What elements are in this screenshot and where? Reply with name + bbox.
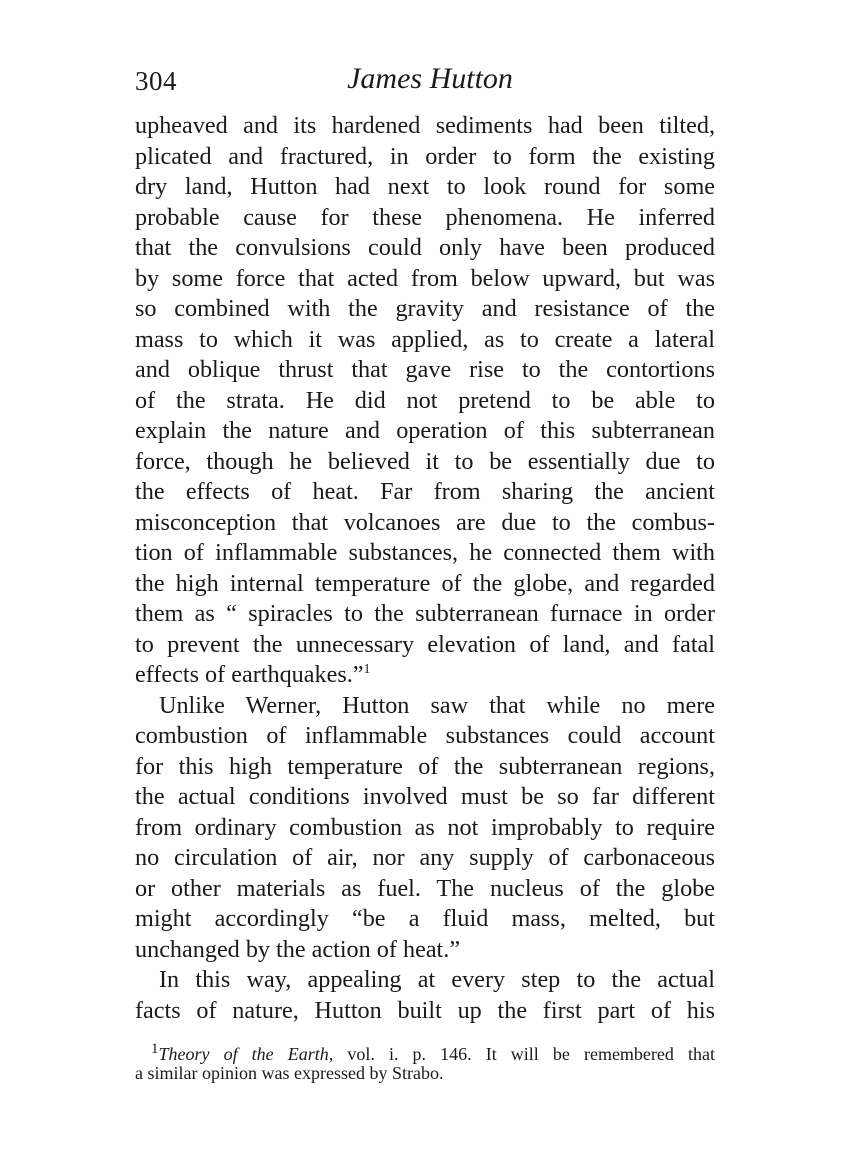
text-line: might accordingly “be a fluid mass, melted, but — [135, 905, 715, 932]
text-line: force, though he believed it to be essentially due to — [135, 447, 715, 475]
text-line: effects of earthquakes.” — [135, 661, 364, 688]
text-line: and oblique thrust that gave rise to the contortions — [135, 356, 715, 383]
page-number: 304 — [135, 66, 177, 96]
text-line: tion of inflammable substances, he connected them with — [135, 539, 715, 566]
text-line: combustion of inflammable substances could account — [135, 722, 715, 749]
body-text — [135, 111, 715, 1026]
text-line: them as “ spiracles to the subterranean furnace in order — [135, 600, 715, 627]
text-line: no circulation of air, nor any supply of carbonaceous — [135, 844, 715, 871]
text-line: misconception that volcanoes are due to the combus- — [135, 508, 715, 536]
text-line: upheaved and its hardened sediments had been tilted, — [135, 112, 715, 139]
footnotes — [135, 1037, 715, 1085]
footnote-reference[interactable]: 1 — [363, 661, 371, 677]
text-line: facts of nature, Hutton built up the first part of his — [135, 996, 715, 1024]
footnote-text: vol. i. p. 146. It will be remembered that — [333, 1044, 715, 1064]
text-line: for this high temperature of the subterranean regions, — [135, 752, 715, 780]
footnote-line: a similar opinion was expressed by Strabo. — [135, 1063, 444, 1083]
page-header — [135, 62, 715, 106]
footnote-work-title: Theory of the Earth, — [158, 1044, 334, 1064]
text-line: In this way, appealing at every step to the actual — [159, 966, 715, 993]
text-line: the effects of heat. Far from sharing the ancient — [135, 478, 715, 505]
text-line: by some force that acted from below upward, but was — [135, 264, 715, 292]
text-line: Unlike Werner, Hutton saw that while no mere — [159, 691, 715, 719]
text-line: the actual conditions involved must be so far different — [135, 783, 715, 810]
text-line: of the strata. He did not pretend to be able to — [135, 386, 715, 414]
text-line: so combined with the gravity and resistance of the — [135, 295, 715, 322]
text-line: or other materials as fuel. The nucleus of the globe — [135, 874, 715, 902]
text-line: unchanged by the action of heat.” — [135, 935, 461, 963]
text-line: that the convulsions could only have been produced — [135, 234, 715, 261]
text-line-with-footnote — [135, 660, 715, 691]
text-line: explain the nature and operation of this subterranean — [135, 417, 715, 444]
text-line: probable cause for these phenomena. He inferred — [135, 203, 715, 231]
footnote-line — [135, 1037, 715, 1064]
text-line: the high internal temperature of the globe, and regarded — [135, 569, 715, 597]
running-title: James Hutton — [347, 62, 513, 95]
text-line: plicated and fractured, in order to form the existing — [135, 142, 715, 170]
text-line: mass to which it was applied, as to create a lateral — [135, 325, 715, 353]
text-line: from ordinary combustion as not improbably to require — [135, 813, 715, 841]
text-line: to prevent the unnecessary elevation of land, and fatal — [135, 630, 715, 658]
text-line: dry land, Hutton had next to look round for some — [135, 173, 715, 200]
footnote-marker: 1 — [151, 1041, 159, 1057]
